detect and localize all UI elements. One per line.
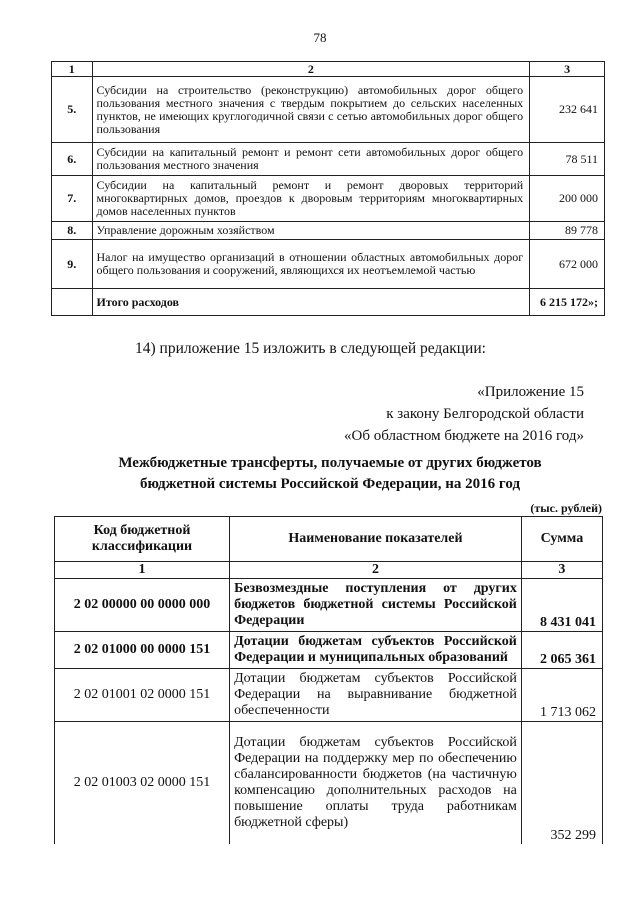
expense-table	[51, 61, 605, 316]
page-number: 78	[313, 30, 327, 45]
table-row	[52, 176, 605, 222]
row-number: 8.	[52, 222, 93, 240]
header-code: Код бюджетной классификации	[55, 517, 230, 562]
row-name: Налог на имущество организаций в отношении областных автомобильных дорог общего пользования и сооружений, являющихся их неотъемлемой частью	[92, 240, 530, 289]
table-row	[52, 240, 605, 289]
header-sum: Сумма	[521, 517, 602, 562]
row-amount: 672 000	[530, 240, 605, 289]
amendment-paragraph: 14) приложение 15 изложить в следующей редакции:	[135, 340, 486, 357]
header-col-1: 1	[52, 62, 93, 77]
transfers-table	[54, 516, 603, 844]
column-number-3: 3	[521, 562, 602, 579]
row-code: 2 02 00000 00 0000 000	[55, 579, 230, 632]
table-row	[55, 632, 603, 669]
total-amount: 6 215 172»;	[530, 289, 605, 316]
table-row	[55, 579, 603, 632]
header-name: Наименование показателей	[230, 517, 522, 562]
total-row	[52, 289, 605, 316]
row-amount: 89 778	[530, 222, 605, 240]
appendix-line-3: «Об областном бюджете на 2016 год»	[344, 428, 584, 444]
row-name: Субсидии на капитальный ремонт и ремонт сети автомобильных дорог общего пользования местного значения	[92, 143, 530, 176]
table-header-row	[55, 517, 603, 562]
row-number: 5.	[52, 77, 93, 143]
row-number: 9.	[52, 240, 93, 289]
appendix-heading	[344, 381, 584, 447]
row-name: Безвозмездные поступления от других бюджетов бюджетной системы Российской Федерации	[230, 579, 522, 632]
row-amount: 200 000	[530, 176, 605, 222]
column-number-1: 1	[55, 562, 230, 579]
row-name: Субсидии на строительство (реконструкцию) автомобильных дорог общего пользования местного значения с твердым покрытием до сельских населенных пунктов, не имеющих круглогодичной связи с сетью автомобильных дорог общего пользования	[92, 77, 530, 143]
total-label: Итого расходов	[92, 289, 530, 316]
total-blank-cell	[52, 289, 93, 316]
row-sum: 2 065 361	[521, 632, 602, 669]
row-sum: 352 299	[521, 722, 602, 844]
row-amount: 78 511	[530, 143, 605, 176]
row-name: Дотации бюджетам субъектов Российской Федерации на поддержку мер по обеспечению сбалансированности бюджетов (на частичную компенсацию дополнительных расходов на повышение оплаты труда работникам бюджетной сферы)	[230, 722, 522, 844]
row-name: Дотации бюджетам субъектов Российской Федерации на выравнивание бюджетной обеспеченности	[230, 669, 522, 722]
header-col-2: 2	[92, 62, 530, 77]
table-row	[52, 143, 605, 176]
row-amount: 232 641	[530, 77, 605, 143]
document-title	[60, 453, 600, 495]
appendix-line-2: к закону Белгородской области	[386, 406, 584, 422]
table-row	[52, 222, 605, 240]
title-line-1: Межбюджетные трансферты, получаемые от других бюджетов	[118, 455, 542, 471]
table-row	[52, 77, 605, 143]
row-number: 6.	[52, 143, 93, 176]
table-header-row	[52, 62, 605, 77]
header-col-3: 3	[530, 62, 605, 77]
row-code: 2 02 01001 02 0000 151	[55, 669, 230, 722]
table-row	[55, 722, 603, 844]
row-name: Управление дорожным хозяйством	[92, 222, 530, 240]
row-name: Дотации бюджетам субъектов Российской Федерации и муниципальных образований	[230, 632, 522, 669]
row-code: 2 02 01000 00 0000 151	[55, 632, 230, 669]
appendix-line-1: «Приложение 15	[477, 384, 584, 400]
row-sum: 1 713 062	[521, 669, 602, 722]
row-code: 2 02 01003 02 0000 151	[55, 722, 230, 844]
row-number: 7.	[52, 176, 93, 222]
row-sum: 8 431 041	[521, 579, 602, 632]
units-label: (тыс. рублей)	[530, 501, 602, 515]
column-number-2: 2	[230, 562, 522, 579]
table-row	[55, 669, 603, 722]
column-number-row	[55, 562, 603, 579]
title-line-2: бюджетной системы Российской Федерации, на 2016 год	[139, 476, 521, 492]
row-name: Субсидии на капитальный ремонт и ремонт дворовых территорий многоквартирных домов, проездов к дворовым территориям многоквартирных домов населенных пунктов	[92, 176, 530, 222]
